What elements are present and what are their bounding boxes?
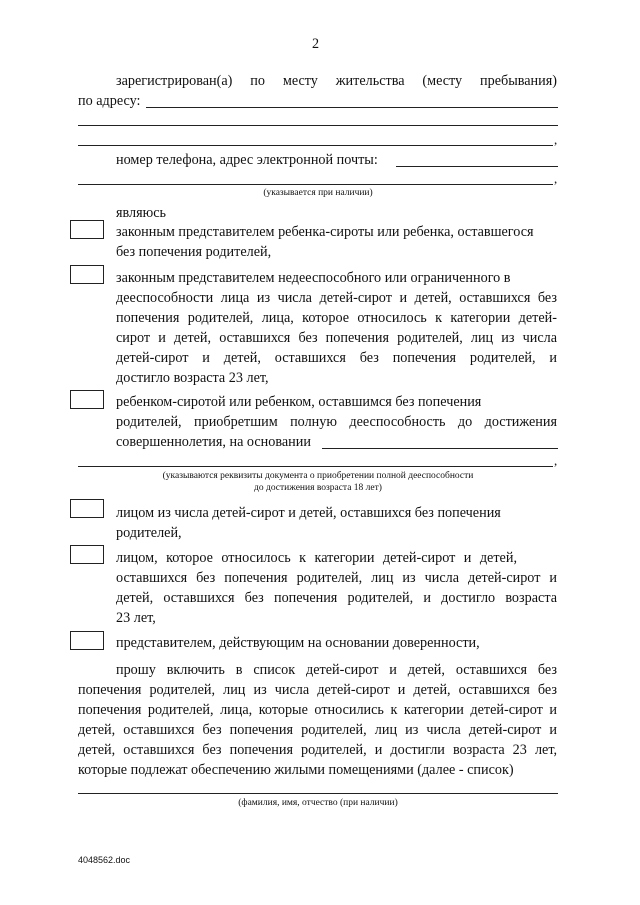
registered-line-1: зарегистрирован(а) по месту жительства (месту пребывания)	[116, 73, 557, 89]
address-label: по адресу:	[78, 93, 141, 109]
contact-label: номер телефона, адрес электронной почты:	[116, 152, 378, 168]
option-5-line-3: детей, оставшихся без попечения родителей, и достигло возраста	[116, 590, 557, 606]
address-comma: ,	[554, 132, 558, 147]
fio-field-line[interactable]	[78, 793, 558, 794]
contact-field-line-1[interactable]	[396, 166, 558, 167]
address-field-line-2[interactable]	[78, 125, 558, 126]
option-5-line-1: лицом, которое относилось к категории детей-сирот и детей,	[116, 550, 517, 566]
option-2-line-5: детей-сирот и детей, оставшихся без попечения родителей, и	[116, 350, 557, 366]
request-line-5: детей, оставшихся без попечения родителей, и достигли возраста 23 лет,	[78, 742, 557, 758]
contact-field-line-2[interactable]	[78, 184, 553, 185]
option-2-line-1: законным представителем недееспособного или ограниченного в	[116, 270, 511, 286]
option-3-line-2: родителей, приобретшим полную дееспособность до достижения	[116, 414, 557, 430]
address-field-line-1[interactable]	[146, 107, 558, 108]
option-5-line-2: оставшихся без попечения родителей, лиц из числа детей-сирот и	[116, 570, 557, 586]
request-line-3: попечения родителей, лица, которые относились к категории детей-сирот и	[78, 702, 557, 718]
request-line-2: попечения родителей, лиц из числа детей-сирот и детей, оставшихся без	[78, 682, 557, 698]
option-4-line-1: лицом из числа детей-сирот и детей, оставшихся без попечения	[116, 505, 501, 521]
address-field-line-3[interactable]	[78, 145, 553, 146]
request-line-1: прошу включить в список детей-сирот и детей, оставшихся без	[116, 662, 557, 678]
page-number: 2	[312, 36, 320, 52]
doc-id: 4048562.doc	[78, 855, 131, 865]
basis-comma: ,	[554, 453, 558, 468]
basis-note-line-1: (указываются реквизиты документа о приобретении полной дееспособности	[162, 471, 474, 481]
option-5-checkbox[interactable]	[70, 545, 104, 564]
basis-note-line-2: до достижения возраста 18 лет)	[254, 483, 382, 493]
request-line-4: детей, оставшихся без попечения родителей, лиц из числа детей-сирот и	[78, 722, 557, 738]
option-3-line-1: ребенком-сиротой или ребенком, оставшимся без попечения	[116, 394, 482, 410]
option-2-line-2: дееспособности лица из числа детей-сирот и детей, оставшихся без	[116, 290, 557, 306]
option-4-checkbox[interactable]	[70, 499, 104, 518]
option-2-line-4: сирот и детей, оставшихся без попечения родителей, лиц из числа	[116, 330, 557, 346]
request-line-6: которые подлежат обеспечению жилыми помещениями (далее - список)	[78, 762, 514, 778]
option-4-line-2: родителей,	[116, 525, 182, 541]
basis-field-line-2[interactable]	[78, 466, 553, 467]
option-2-line-6: достигло возраста 23 лет,	[116, 370, 269, 386]
option-2-line-3: попечения родителей, лица, которое относилось к категории детей-	[116, 310, 557, 326]
option-1-line-2: без попечения родителей,	[116, 244, 272, 260]
option-2-checkbox[interactable]	[70, 265, 104, 284]
contact-comma: ,	[554, 171, 558, 186]
option-6-checkbox[interactable]	[70, 631, 104, 650]
option-5-line-4: 23 лет,	[116, 610, 156, 626]
basis-field-line-1[interactable]	[322, 448, 558, 449]
am-label: являюсь	[116, 205, 167, 221]
option-3-checkbox[interactable]	[70, 390, 104, 409]
fio-note: (фамилия, имя, отчество (при наличии)	[238, 798, 398, 808]
option-1-line-1: законным представителем ребенка-сироты или ребенка, оставшегося	[116, 224, 534, 240]
option-1-checkbox[interactable]	[70, 220, 104, 239]
contact-note: (указывается при наличии)	[263, 188, 373, 198]
option-6-line-1: представителем, действующим на основании доверенности,	[116, 635, 480, 651]
option-3-line-3: совершеннолетия, на основании	[116, 434, 311, 450]
